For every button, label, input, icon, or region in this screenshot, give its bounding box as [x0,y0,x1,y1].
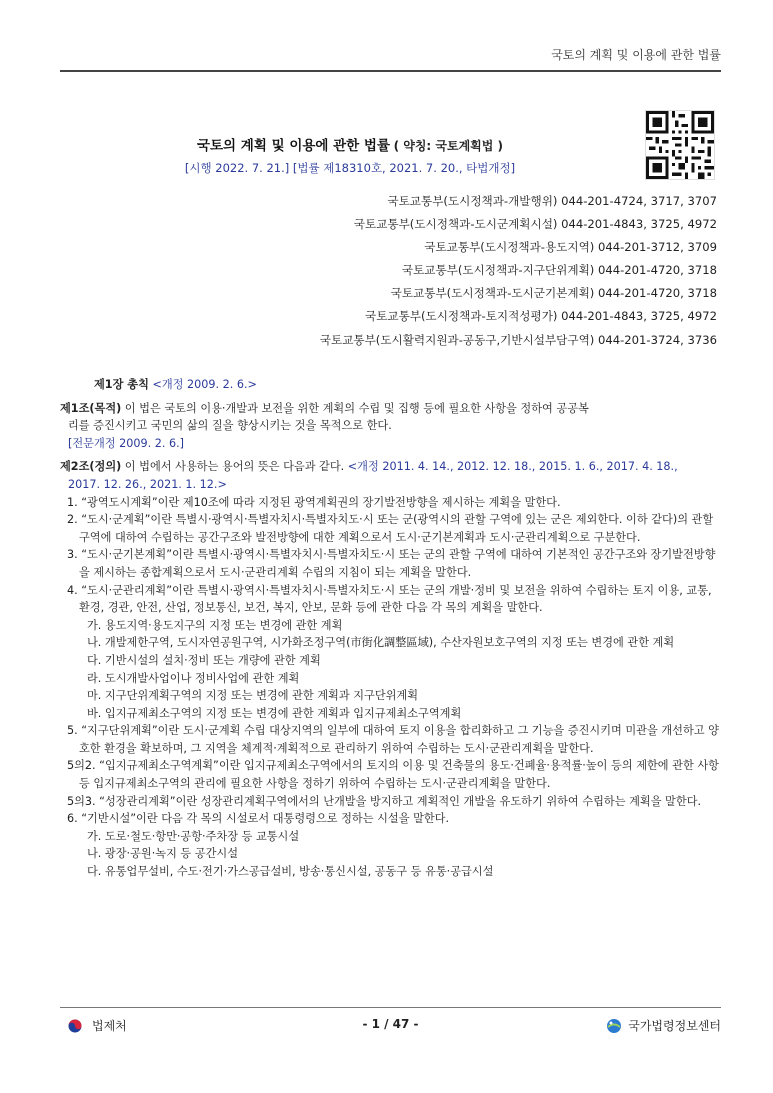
article-text: 이 법에서 사용하는 용어의 뜻은 다음과 같다. [121,460,348,474]
qr-code[interactable] [645,110,715,180]
sub-item: 가. 용도지역·용도지구의 지정 또는 변경에 관한 계획 [87,618,343,632]
sub-item: 마. 지구단위계획구역의 지정 또는 변경에 관한 계획과 지구단위계획 [87,689,419,703]
chapter-title: 제1장 총칙 [94,378,149,391]
article-number: 제2조(정의) [60,460,122,474]
definition-item: 4. “도시·군관리계획”이란 특별시·광역시·특별자치시·특별자치도·시 또는 군의 개발·정비 및 보전을 위하여 수립하는 토지 이용, 교통, 환경, 경관, 안전, 산업, 정보통신, 보건, 복지, 안보, 문화 등에 관한 다음 각 목의 계획을 말한다. [67,583,712,615]
header-rule [60,70,721,72]
footer-rule [60,1007,721,1008]
enforcement-info: [시행 2022. 7. 21.] [법률 제18310호, 2021. 7. 20., 타법개정] [184,161,516,175]
footer-right [606,1017,721,1034]
contact-line: 국토교통부(도시정책과-개발행위) 044-201-4724, 3717, 3707 [387,194,717,208]
article-text: 이 법은 국토의 이용·개발과 보전을 위한 계획의 수립 및 집행 등에 필요한 사항을 정하여 공공복 [121,401,589,415]
definition-item: 1. “광역도시계획”이란 제10조에 따라 지정된 광역계획권의 장기발전방향을 제시하는 계획을 말한다. [67,495,561,509]
sub-item: 나. 광장·공원·녹지 등 공간시설 [87,847,239,861]
definition-item: 5. “지구단위계획”이란 도시·군계획 수립 대상지역의 일부에 대하여 토지 이용을 합리화하고 그 기능을 증진시키며 미관을 개선하고 양호한 환경을 확보하며, 그 지역을 체계적·계획적으로 관리하기 위하여 수립하는 도시·군관리계획을 말한다. [67,724,719,755]
ministry-name: 법제처 [92,1019,127,1033]
amend-note-cont: 2017. 12. 26., 2021. 1. 12.> [68,477,227,491]
globe-logo-icon [606,1018,622,1034]
definition-item: 5의2. “입지규제최소구역계획”이란 입지규제최소구역에서의 토지의 이용 및 건축물의 용도·건폐율·용적률·높이 등의 제한에 관한 사항 등 입지규제최소구역의 관리에 필요한 사항을 정하기 위하여 수립하는 도시·군관리계획을 말한다. [67,759,719,791]
law-info-center: 국가법령정보센터 [628,1019,721,1033]
revision-note: [전문개정 2009. 2. 6.] [68,436,185,450]
contact-line: 국토교통부(도시정책과-도시군계획시설) 044-201-4843, 3725, 4972 [353,217,717,232]
article-1 [60,400,721,453]
chapter-heading [60,376,721,394]
sub-item: 바. 입지규제최소구역의 지정 또는 변경에 관한 계획과 입지규제최소구역계획 [87,706,462,720]
page-number: - 1 / 47 - [362,1017,419,1031]
sub-item: 나. 개발제한구역, 도시자연공원구역, 시가화조정구역(市街化調整區域), 수산자원보호구역의 지정 또는 변경에 관한 계획 [87,636,675,650]
chapter-amend-note: <개정 2009. 2. 6.> [152,378,257,391]
contact-line: 국토교통부(도시활력지원과-공동구,기반시설부담구역) 044-201-3724, 3736 [319,332,717,347]
contact-line: 국토교통부(도시정책과-지구단위계획) 044-201-4720, 3718 [401,263,717,278]
contact-line: 국토교통부(도시정책과-용도지역) 044-201-3712, 3709 [424,240,717,255]
law-abbreviation: ( 약칭: 국토계획법 ) [393,139,504,153]
contacts-list [320,190,717,352]
law-body [60,376,721,881]
contact-line: 국토교통부(도시정책과-도시군기본계획) 044-201-4720, 3718 [390,286,717,301]
page-footer [60,1017,721,1037]
definition-item: 2. “도시·군계획”이란 특별시·광역시·특별자치시·특별자치도·시 또는 군(광역시의 관할 구역에 있는 군은 제외한다. 이하 같다)의 관할 구역에 대하여 수립하는 공간구조와 발전방향에 대한 계획으로서 도시·군기본계획과 도시·군관리계획으로 구분한다. [67,513,714,544]
definition-item: 6. “기반시설”이란 다음 각 목의 시설로서 대통령령으로 정하는 시설을 말한다. [67,812,450,826]
amend-note: <개정 2011. 4. 14., 2012. 12. 18., 2015. 1. 6., 2017. 4. 18., [347,460,678,474]
sub-item: 다. 기반시설의 설치·정비 또는 개량에 관한 계획 [87,653,321,667]
sub-item: 가. 도로·철도·항만·공항·주차장 등 교통시설 [87,829,300,843]
sub-item: 라. 도시개발사업이나 정비사업에 관한 계획 [87,671,300,685]
sub-item: 다. 유통업무설비, 수도·전기·가스공급설비, 방송·통신시설, 공동구 등 유통·공급시설 [87,865,494,879]
law-title: 국토의 계획 및 이용에 관한 법률 [196,138,391,154]
contact-line: 국토교통부(도시정책과-토지적성평가) 044-201-4843, 3725, 4972 [365,309,717,324]
definition-item: 3. “도시·군기본계획”이란 특별시·광역시·특별자치시·특별자치도·시 또는 군의 관할 구역에 대하여 기본적인 공간구조와 장기발전방향을 제시하는 종합계획으로서 도시·군관리계획 수립의 지침이 되는 계획을 말한다. [67,548,716,579]
article-text-cont: 리를 증진시키고 국민의 삶의 질을 향상시키는 것을 목적으로 한다. [68,419,392,433]
running-header: 국토의 계획 및 이용에 관한 법률 [551,48,721,62]
article-number: 제1조(목적) [60,401,122,415]
definition-item: 5의3. “성장관리계획”이란 성장관리계획구역에서의 난개발을 방지하고 계획적인 개발을 유도하기 위하여 수립하는 계획을 말한다. [67,794,702,808]
article-2 [60,458,721,880]
title-block [60,134,640,176]
